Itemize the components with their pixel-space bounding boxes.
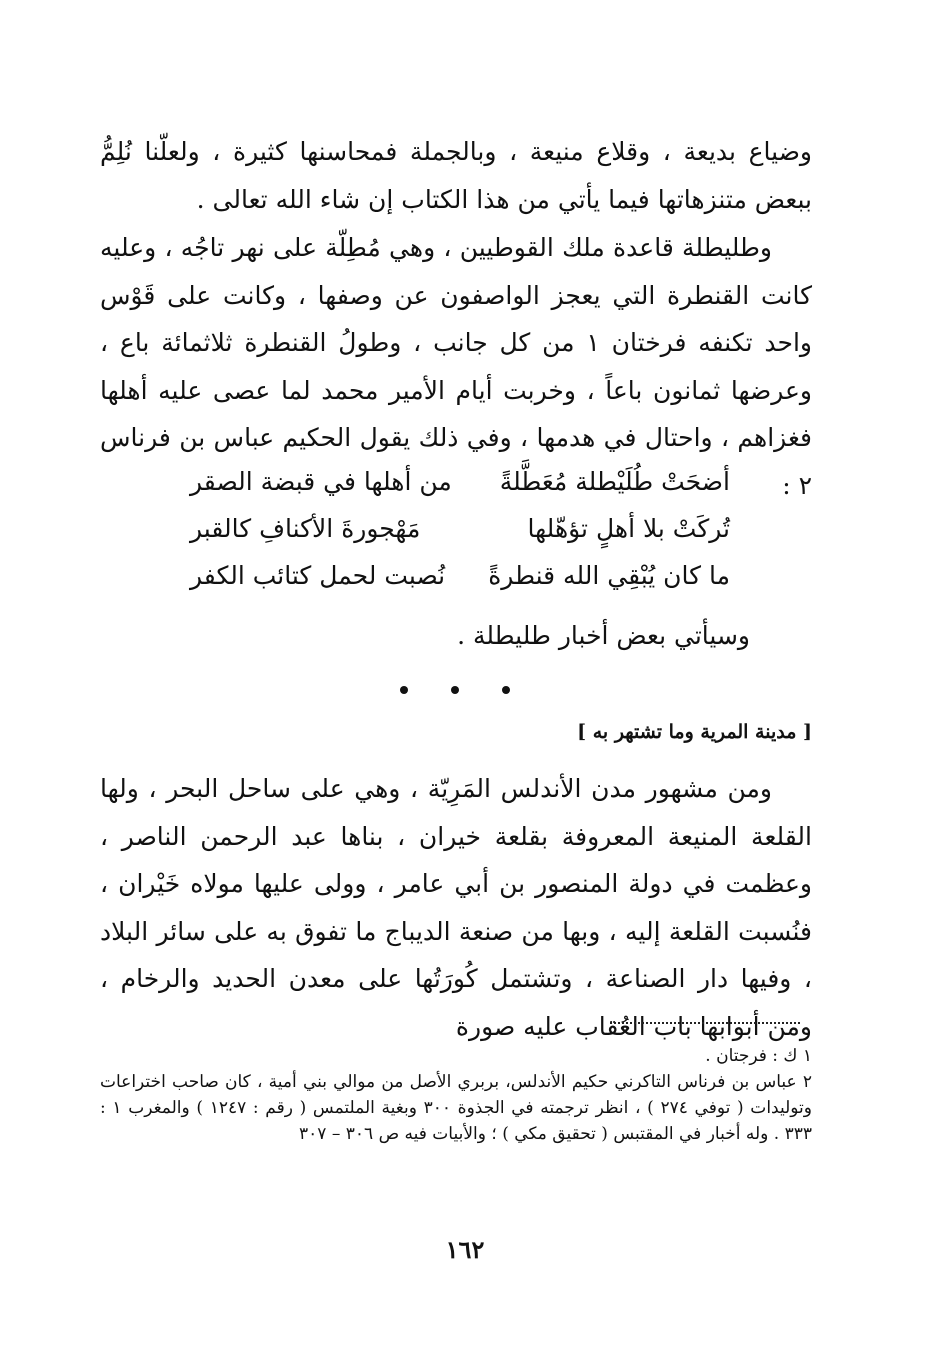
page-number: ١٦٢ — [445, 1235, 485, 1264]
verse-line — [190, 458, 730, 505]
verse-first-hemistich: ما كان يُبْقِي الله قنطرةً — [488, 561, 730, 590]
body-text-block-1 — [100, 128, 812, 223]
paragraph-almeria: ومن مشهور مدن الأندلس المَرِيّة ، وهي على ساحل البحر ، ولها القلعة المنيعة المعروفة بقلعة خيران ، بناها عبد الرحمن الناصر ، وعظمت في دولة المنصور بن أبي عامر ، وولى عليها مولاه خَيْران ، فنُسبت القلعة إليه ، وبها من صنعة الديباج ما تفوق به على سائر البلاد ، وفيها دار الصناعة ، وتشتمل كُورَتُها على معدن الحديد والرخام ، ومن أبوابها باب العُقاب عليه صورة — [100, 774, 812, 1041]
section-separator — [400, 675, 510, 705]
verse-second-hemistich: من أهلها في قبضة الصقر — [190, 467, 452, 496]
separator-dot — [451, 686, 459, 694]
verse-line — [190, 505, 730, 552]
footnotes — [100, 1043, 812, 1147]
paragraph-toledo: وطليطلة قاعدة ملك القوطيين ، وهي مُطِلّة على نهر تاجُه ، وعليه كانت القنطرة التي يعجز الواصفون عن وصفها ، وكانت على قَوْس واحد تكنفه فرختان ١ من كل جانب ، وطولُ القنطرة ثلاثمائة باع ، وعرضها ثمانون باعاً ، وخربت أيام الأمير محمد لما عصى عليه أهلها فغزاهم ، واحتال في هدمها ، وفي ذلك يقول الحكيم عباس بن فرناس ٢ : — [100, 233, 813, 500]
section-heading: [ مدينة المرية وما تشتهر به ] — [577, 721, 812, 743]
paragraph-continuation: وضياع بديعة ، وقلاع منيعة ، وبالجملة فمحاسنها كثيرة ، ولعلّنا نُلِمُّ ببعض متنزهاتها فيما يأتي من هذا الكتاب إن شاء الله تعالى . — [100, 137, 812, 214]
body-text-block-3 — [100, 765, 812, 1050]
footnote-1: ١ ك : فرجتان . — [705, 1046, 812, 1066]
footnote-divider — [610, 1022, 800, 1024]
verse-first-hemistich: تُركَتْ بلا أهلٍ تؤهّلها — [527, 514, 730, 543]
verse-second-hemistich: نُصبت لحمل كتائب الكفر — [190, 561, 446, 590]
verse-first-hemistich: أضحَتْ طُلَيْطلة مُعَطَّلةً — [499, 467, 730, 496]
separator-dot — [502, 686, 510, 694]
poem — [190, 458, 730, 599]
separator-dot — [400, 686, 408, 694]
verse-second-hemistich: مَهْجورةَ الأكنافِ كالقبر — [190, 514, 421, 543]
verse-line — [190, 552, 730, 599]
closing-line: وسيأتي بعض أخبار طليطلة . — [457, 621, 750, 650]
footnote-2: ٢ عباس بن فرناس التاكرني حكيم الأندلس، بربري الأصل من موالي بني أمية ، كان صاحب اختراعات وتوليدات ( توفي ٢٧٤ ) ، انظر ترجمته في الجذوة ٣٠٠ وبغية الملتمس ( رقم : ١٢٤٧ ) والمغرب ١ : ٣٣٣ . وله أخبار في المقتبس ( تحقيق مكي ) ؛ والأبيات فيه ص ٣٠٦ – ٣٠٧ — [100, 1072, 812, 1144]
